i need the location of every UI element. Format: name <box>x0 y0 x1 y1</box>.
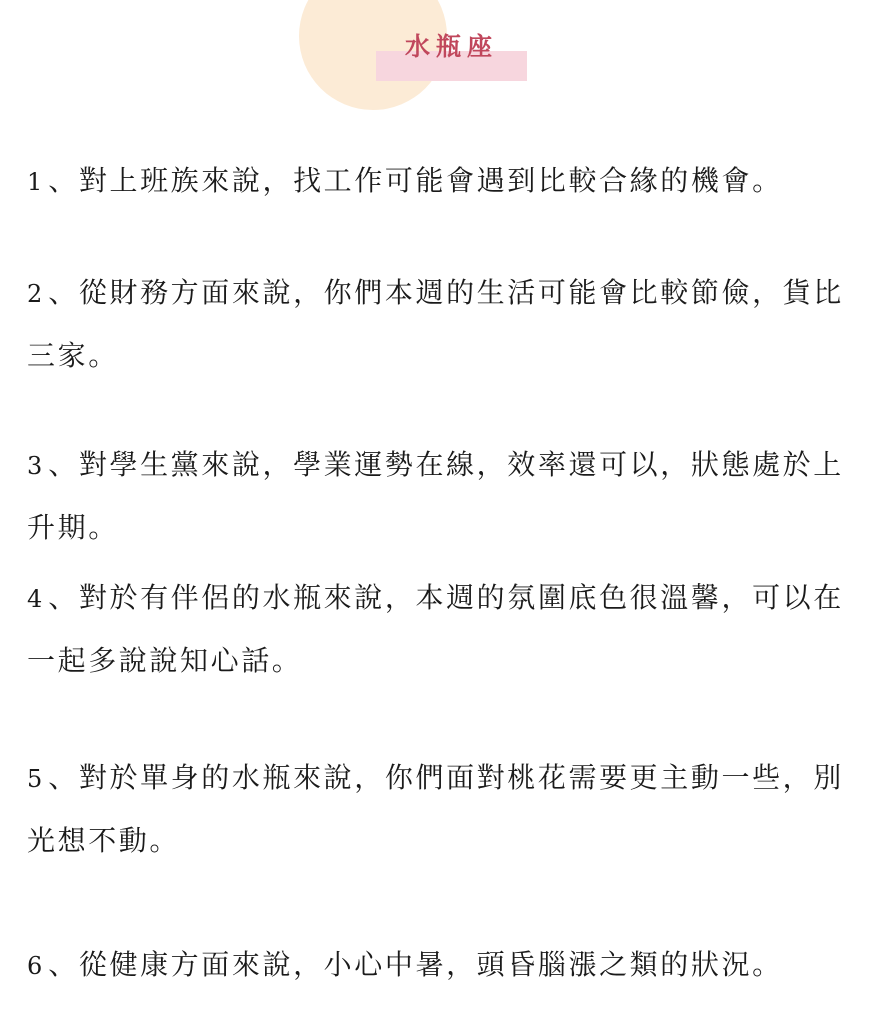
list-item <box>27 150 872 213</box>
page-title: 水瓶座 <box>404 32 498 61</box>
item-text: 、對學生黨來說，學業運勢在線，效率還可以，狀態處於上升期。 <box>27 448 844 544</box>
list-item <box>27 262 872 386</box>
list-item <box>27 434 872 558</box>
item-text: 、從健康方面來說，小心中暑，頭昏腦漲之類的狀況。 <box>48 948 783 981</box>
item-text: 、從財務方面來說，你們本週的生活可能會比較節儉，貨比三家。 <box>27 276 844 372</box>
item-number: 5 <box>27 765 43 793</box>
item-text: 、對於有伴侶的水瓶來說，本週的氛圍底色很溫馨，可以在一起多說說知心話。 <box>27 581 844 677</box>
item-number: 6 <box>27 952 43 980</box>
item-number: 1 <box>27 168 43 196</box>
list-item <box>27 934 872 997</box>
item-text: 、對上班族來說，找工作可能會遇到比較合緣的機會。 <box>48 164 783 197</box>
item-text: 、對於單身的水瓶來說，你們面對桃花需要更主動一些，別光想不動。 <box>27 761 844 857</box>
list-item <box>27 567 872 691</box>
list-item <box>27 747 872 871</box>
item-number: 4 <box>27 585 43 613</box>
item-number: 2 <box>27 280 43 308</box>
item-number: 3 <box>27 452 43 480</box>
